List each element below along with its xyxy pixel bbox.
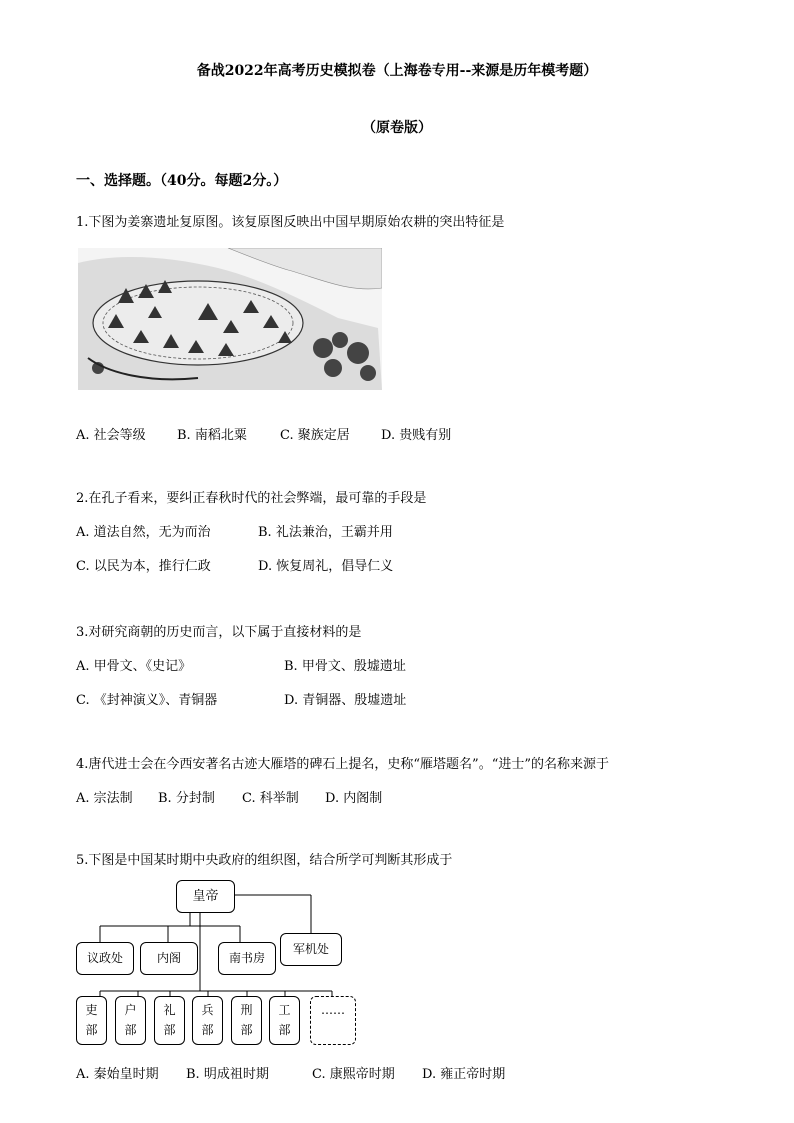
question-4-options [76, 787, 382, 806]
ministry-char: 部 [124, 1023, 137, 1037]
question-5-stem: 5.下图是中国某时期中央政府的组织图，结合所学可判断其形成于 [76, 853, 453, 868]
ministry-char: 礼 [163, 1003, 176, 1017]
ministry-char: 刑 [240, 1003, 253, 1017]
org-box-ministry-justice [231, 996, 262, 1045]
q1-option-c[interactable]: C. 聚族定居 [280, 428, 350, 443]
q3-option-c[interactable]: C. 《封神演义》、青铜器 [76, 693, 218, 708]
org-box-grand-secretariat: 内阁 [140, 942, 198, 975]
q5-option-d[interactable]: D. 雍正帝时期 [422, 1067, 506, 1082]
org-box-south-study: 南书房 [218, 942, 276, 975]
org-box-ministry-revenue [115, 996, 146, 1045]
org-box-deliberative-council: 议政处 [76, 942, 134, 975]
q2-option-a[interactable]: A. 道法自然，无为而治 [76, 525, 211, 540]
org-box-grand-council: 军机处 [280, 933, 342, 966]
q4-option-d[interactable]: D. 内阁制 [325, 791, 383, 806]
q5-option-c[interactable]: C. 康熙帝时期 [312, 1067, 395, 1082]
q1-option-b[interactable]: B. 南稻北粟 [177, 428, 247, 443]
q5-option-b[interactable]: B. 明成祖时期 [186, 1067, 269, 1082]
exam-title: 备战2022年高考历史模拟卷（上海卷专用--来源是历年模考题） [196, 63, 598, 79]
org-box-ministry-works [269, 996, 300, 1045]
q2-option-b[interactable]: B. 礼法兼治，王霸并用 [258, 525, 393, 540]
question-1-stem: 1.下图为姜寨遗址复原图。该复原图反映出中国早期原始农耕的突出特征是 [76, 215, 505, 230]
q5-option-a[interactable]: A. 秦始皇时期 [76, 1067, 159, 1082]
org-box-more: …… [310, 996, 356, 1045]
q2-option-c[interactable]: C. 以民为本，推行仁政 [76, 559, 211, 574]
village-reconstruction-image [78, 248, 382, 390]
ministry-char: 部 [163, 1023, 176, 1037]
central-government-org-chart [70, 876, 370, 1051]
ministry-char: 户 [124, 1003, 137, 1017]
question-5-options [76, 1063, 505, 1082]
q3-option-d[interactable]: D. 青铜器、殷墟遗址 [284, 693, 407, 708]
section-heading: 一、选择题。（40分。每题2分。） [76, 173, 288, 189]
question-1-options [76, 424, 451, 443]
org-box-ministry-personnel [76, 996, 107, 1045]
question-4-stem: 4.唐代进士会在今西安著名古迹大雁塔的碑石上提名，史称“雁塔题名”。“进士”的名称来源于 [76, 757, 609, 772]
question-3-stem: 3.对研究商朝的历史而言，以下属于直接材料的是 [76, 625, 362, 640]
q4-option-c[interactable]: C. 科举制 [242, 791, 299, 806]
ministry-char: 部 [201, 1023, 214, 1037]
question-2-stem: 2.在孔子看来，要纠正春秋时代的社会弊端，最可靠的手段是 [76, 491, 427, 506]
q4-option-b[interactable]: B. 分封制 [158, 791, 215, 806]
exam-subtitle: （原卷版） [362, 120, 432, 136]
ministry-char: 部 [85, 1023, 98, 1037]
ministry-char: 部 [240, 1023, 253, 1037]
ministry-char: 吏 [85, 1003, 98, 1017]
org-box-emperor: 皇帝 [176, 880, 235, 913]
q2-option-d[interactable]: D. 恢复周礼，倡导仁义 [258, 559, 394, 574]
q3-option-b[interactable]: B. 甲骨文、殷墟遗址 [284, 659, 406, 674]
q1-option-d[interactable]: D. 贵贱有别 [381, 428, 452, 443]
org-box-ministry-war [192, 996, 223, 1045]
org-box-ministry-rites [154, 996, 185, 1045]
q4-option-a[interactable]: A. 宗法制 [76, 791, 133, 806]
ministry-char: 部 [278, 1023, 291, 1037]
ministry-char: 兵 [201, 1003, 214, 1017]
ministry-char: 工 [278, 1003, 291, 1017]
q1-option-a[interactable]: A. 社会等级 [76, 428, 146, 443]
q3-option-a[interactable]: A. 甲骨文、《史记》 [76, 659, 192, 674]
